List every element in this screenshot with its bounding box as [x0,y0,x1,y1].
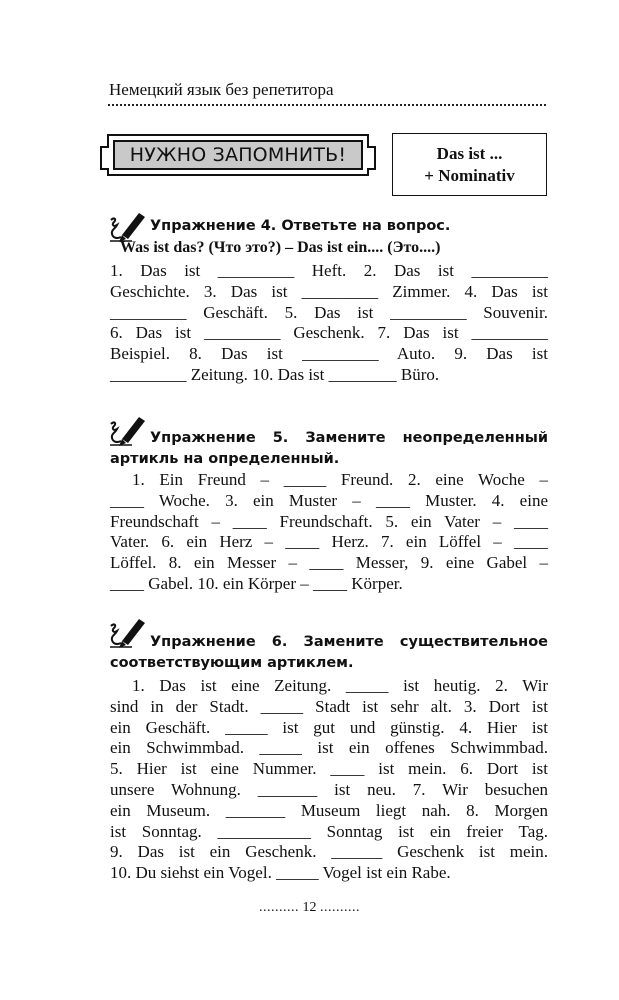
text-line: _________ Geschäft. 5. Das ist _________ Souvenir. [110,302,548,322]
exercise-4-heading: Упражнение 4. Ответьте на вопрос. [150,218,451,234]
exercise-6-heading: Упражнение 6. Замените существительное [150,634,548,650]
text-line: ein Geschäft. _____ ist gut und günstig. 4. Hier ist [110,717,548,737]
text-line: Löffel. 8. ein Messer – ____ Messer, 9. eine Gabel – [110,553,548,573]
text-line: Freundschaft – ____ Freundschaft. 5. ein Vater – ____ [110,511,548,531]
exercise-4-title [110,216,548,258]
exercise-4-body [110,261,548,386]
grammar-rule-box [392,133,547,196]
text-line: ist Sonntag. ___________ Sonntag ist ein freier Tag. [110,821,548,841]
rule-line-2: + Nominativ [424,165,515,185]
text-line: 6. Das ist _________ Geschenk. 7. Das ist _________ [110,323,548,343]
exercise-5-body [110,470,548,595]
exercise-6-body [110,676,548,884]
text-line: unsere Wohnung. _______ ist neu. 7. Wir besuchen [110,779,548,799]
header-divider [108,104,546,106]
text-line: sind in der Stadt. _____ Stadt ist sehr alt. 3. Dort ist [110,696,548,716]
text-line: 1. Das ist eine Zeitung. _____ ist heutig. 2. Wir [132,676,548,695]
text-line: 5. Hier ist eine Nummer. ____ ist mein. 6. Dort ist [110,759,548,779]
memo-badge [107,134,369,176]
memo-title: НУЖНО ЗАПОМНИТЬ! [129,144,347,166]
exercise-4-subtitle: Was ist das? (Что это?) – Das ist ein.... (Это....) [120,239,441,256]
footer-dots-left: .......... [259,900,299,915]
text-line: _________ Zeitung. 10. Das ist ________ Büro. [110,364,440,384]
exercise-5-title [110,428,548,470]
running-header: Немецкий язык без репетитора [109,80,334,99]
text-line: 9. Das ist ein Geschenk. ______ Geschenk ist mein. [110,842,548,862]
text-line: Geschichte. 3. Das ist _________ Zimmer. 4. Das ist [110,281,548,301]
exercise-5-heading: Упражнение 5. Замените неопределенный [150,430,548,446]
page-footer [0,900,619,916]
text-line: 1. Ein Freund – _____ Freund. 2. eine Woche – [132,470,548,489]
text-line: ____ Gabel. 10. ein Körper – ____ Körper. [110,573,403,593]
footer-dots-right: .......... [320,900,360,915]
text-line: 1. Das ist _________ Heft. 2. Das ist _________ [110,261,548,280]
exercise-5-heading-cont: артикль на определенный. [110,451,340,467]
exercise-6-title [110,632,548,674]
badge-left-tab [100,146,109,170]
exercise-6-heading-cont: соответствующим артиклем. [110,655,354,671]
text-line: ein Museum. _______ Museum liegt nah. 8. Morgen [110,800,548,820]
text-line: Beispiel. 8. Das ist _________ Auto. 9. Das ist [110,344,548,364]
text-line: ein Schwimmbad. _____ ist ein offenes Schwimmbad. [110,738,548,758]
text-line: Vater. 6. ein Herz – ____ Herz. 7. ein Löffel – ____ [110,532,548,552]
text-line: ____ Woche. 3. ein Muster – ____ Muster. 4. eine [110,490,548,510]
page-number: 12 [302,900,317,915]
badge-right-tab [367,146,376,170]
badge-inner [113,140,363,170]
text-line: 10. Du siehst ein Vogel. _____ Vogel ist ein Rabe. [110,863,451,883]
rule-line-1: Das ist ... [436,143,503,163]
